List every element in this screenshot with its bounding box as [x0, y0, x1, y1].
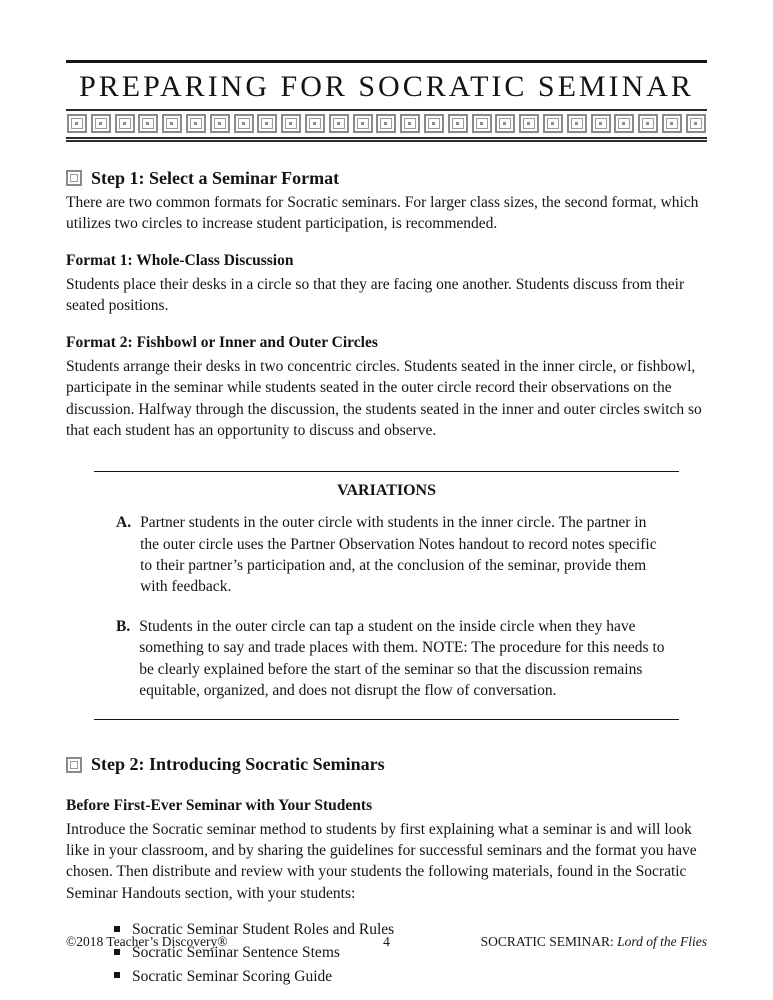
greek-key-icon — [567, 114, 587, 133]
greek-key-icon — [543, 114, 563, 133]
greek-key-icon — [519, 114, 539, 133]
greek-key-icon — [305, 114, 325, 133]
greek-key-icon — [329, 114, 349, 133]
variations-box — [94, 471, 679, 720]
handout-item-label: Socratic Seminar Sentence Stems — [132, 944, 340, 962]
title-banner — [66, 60, 707, 142]
greek-key-icon — [424, 114, 444, 133]
variation-item-a — [98, 512, 675, 598]
greek-key-icon — [66, 757, 82, 773]
bullet-icon — [114, 972, 120, 978]
greek-key-icon — [614, 114, 634, 133]
step2-subheading: Before First-Ever Seminar with Your Students — [66, 797, 373, 815]
footer-copyright: ©2018 Teacher’s Discovery® — [66, 934, 228, 949]
handout-item-label: Socratic Seminar Student Roles and Rules — [132, 921, 395, 939]
step1-heading-row — [66, 168, 707, 189]
greek-key-icon — [234, 114, 254, 133]
step2-heading: Step 2: Introducing Socratic Seminars — [91, 754, 385, 775]
variation-item-b — [98, 616, 675, 702]
format2-body: Students arrange their desks in two concentric circles. Students seated in the inner circle, or fishbowl, participate in the seminar while students seated in the outer circle record their observations on the discussion. Halfway through the discussion, the students seated in the inner and outer circles switch so that each student has an opportunity to discuss and observe. — [66, 357, 702, 439]
variations-title: VARIATIONS — [337, 482, 436, 500]
step2-heading-row — [66, 754, 707, 775]
format1-body: Students place their desks in a circle so that they are facing one another. Students discuss from their seated positions. — [66, 275, 685, 314]
variation-text-b: Students in the outer circle can tap a student on the inside circle when they have something to say and trade places with them. NOTE: The procedure for this needs to be clearly explained before the start of the seminar so that the discussion remains equitable, organized, and does not disrupt the flow of conversation. — [139, 617, 665, 699]
greek-key-icon — [162, 114, 182, 133]
footer-book-title: Lord of the Flies — [617, 934, 707, 949]
greek-key-icon — [186, 114, 206, 133]
step1-intro: There are two common formats for Socratic seminars. For larger class sizes, the second format, which utilizes two circles to increase student participation, is recommended. — [66, 193, 699, 232]
handout-list — [114, 918, 707, 988]
greek-key-icon — [448, 114, 468, 133]
greek-key-icon — [353, 114, 373, 133]
greek-key-icon — [638, 114, 658, 133]
bullet-icon — [114, 926, 120, 932]
format1-heading: Format 1: Whole-Class Discussion — [66, 252, 294, 270]
footer-book-reference — [390, 934, 707, 950]
greek-key-icon — [495, 114, 515, 133]
greek-key-border — [66, 109, 707, 142]
greek-key-icon — [662, 114, 682, 133]
greek-key-icon — [210, 114, 230, 133]
greek-key-icon — [91, 114, 111, 133]
format2-heading: Format 2: Fishbowl or Inner and Outer Circles — [66, 334, 378, 352]
page-footer — [66, 934, 707, 950]
list-item — [114, 965, 707, 988]
greek-key-icon — [257, 114, 277, 133]
variation-text-a: Partner students in the outer circle with students in the inner circle. The partner in the outer circle uses the Partner Observation Notes handout to record notes specific to their partner’s participation and, at the conclusion of the seminar, provide them with feedback. — [140, 514, 657, 596]
greek-key-icon — [281, 114, 301, 133]
footer-series-label: SOCRATIC SEMINAR: — [480, 934, 618, 949]
greek-key-icon — [400, 114, 420, 133]
greek-key-icon — [66, 170, 82, 186]
page-number: 4 — [383, 934, 390, 949]
variation-label-b: B. — [116, 617, 131, 635]
greek-key-icon — [376, 114, 396, 133]
greek-key-icon — [686, 114, 706, 133]
step1-heading: Step 1: Select a Seminar Format — [91, 167, 340, 188]
greek-key-icon — [591, 114, 611, 133]
greek-key-icon — [472, 114, 492, 133]
handout-item-label: Socratic Seminar Scoring Guide — [132, 967, 333, 985]
step2-body: Introduce the Socratic seminar method to students by first explaining what a seminar is and will look like in your classroom, and by sharing the guidelines for successful seminars and the format you have chosen. Then distribute and review with your students the following materials, found in the Socratic Seminar Handouts section, with your students: — [66, 820, 697, 902]
page-title: PREPARING FOR SOCRATIC SEMINAR — [79, 70, 694, 103]
greek-key-icon — [138, 114, 158, 133]
greek-key-icon — [115, 114, 135, 133]
variation-label-a: A. — [116, 514, 132, 532]
greek-key-icon — [67, 114, 87, 133]
